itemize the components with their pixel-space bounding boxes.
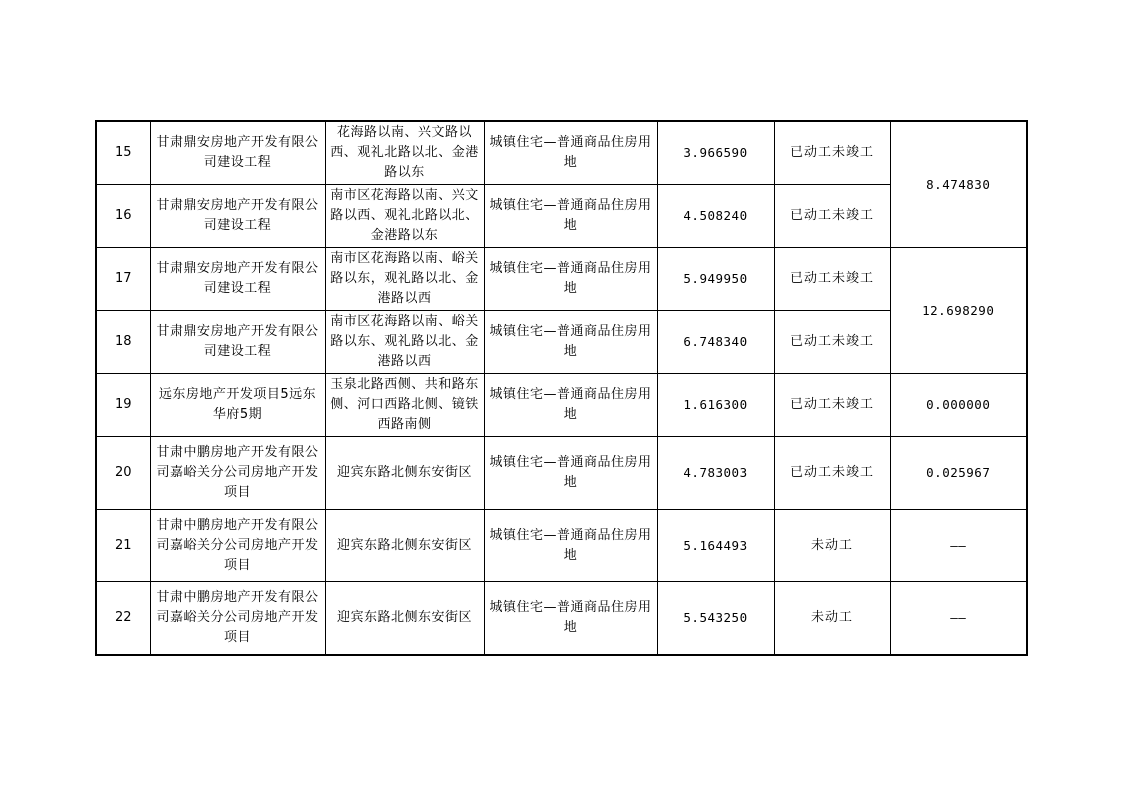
location: 花海路以南、兴文路以西、观礼北路以北、金港路以东 [325, 121, 484, 185]
area: 5.949950 [657, 248, 774, 311]
project-name: 甘肃鼎安房地产开发有限公司建设工程 [150, 248, 325, 311]
table-row [96, 121, 1027, 185]
land-use: 城镇住宅—普通商品住房用地 [484, 185, 657, 248]
merged-value: 8.474830 [890, 121, 1027, 248]
project-name: 甘肃鼎安房地产开发有限公司建设工程 [150, 121, 325, 185]
land-use: 城镇住宅—普通商品住房用地 [484, 374, 657, 437]
land-use: 城镇住宅—普通商品住房用地 [484, 437, 657, 510]
project-name: 远东房地产开发项目5远东华府5期 [150, 374, 325, 437]
area: 4.508240 [657, 185, 774, 248]
row-number: 20 [96, 437, 150, 510]
land-use: 城镇住宅—普通商品住房用地 [484, 582, 657, 655]
merged-value: —— [890, 582, 1027, 655]
land-use: 城镇住宅—普通商品住房用地 [484, 510, 657, 582]
merged-value: 12.698290 [890, 248, 1027, 374]
land-use: 城镇住宅—普通商品住房用地 [484, 248, 657, 311]
location: 迎宾东路北侧东安街区 [325, 582, 484, 655]
row-number: 22 [96, 582, 150, 655]
status: 已动工未竣工 [774, 374, 890, 437]
project-name: 甘肃中鹏房地产开发有限公司嘉峪关分公司房地产开发项目 [150, 582, 325, 655]
area: 4.783003 [657, 437, 774, 510]
table-row [96, 510, 1027, 582]
status: 已动工未竣工 [774, 437, 890, 510]
table-row [96, 311, 1027, 374]
land-use: 城镇住宅—普通商品住房用地 [484, 121, 657, 185]
project-name: 甘肃中鹏房地产开发有限公司嘉峪关分公司房地产开发项目 [150, 437, 325, 510]
status: 已动工未竣工 [774, 248, 890, 311]
row-number: 18 [96, 311, 150, 374]
location: 南市区花海路以南、峪关路以东、观礼路以北、金港路以西 [325, 311, 484, 374]
area: 3.966590 [657, 121, 774, 185]
location: 玉泉北路西侧、共和路东侧、河口西路北侧、镜铁西路南侧 [325, 374, 484, 437]
merged-value: 0.000000 [890, 374, 1027, 437]
area: 5.543250 [657, 582, 774, 655]
area: 6.748340 [657, 311, 774, 374]
area: 5.164493 [657, 510, 774, 582]
area: 1.616300 [657, 374, 774, 437]
status: 未动工 [774, 582, 890, 655]
table-row [96, 185, 1027, 248]
row-number: 15 [96, 121, 150, 185]
location: 迎宾东路北侧东安街区 [325, 510, 484, 582]
row-number: 16 [96, 185, 150, 248]
status: 未动工 [774, 510, 890, 582]
status: 已动工未竣工 [774, 185, 890, 248]
table-row [96, 582, 1027, 655]
location: 迎宾东路北侧东安街区 [325, 437, 484, 510]
project-name: 甘肃鼎安房地产开发有限公司建设工程 [150, 185, 325, 248]
land-use: 城镇住宅—普通商品住房用地 [484, 311, 657, 374]
land-supply-table [95, 120, 1028, 656]
location: 南市区花海路以南、兴文路以西、观礼北路以北、金港路以东 [325, 185, 484, 248]
status: 已动工未竣工 [774, 121, 890, 185]
row-number: 21 [96, 510, 150, 582]
row-number: 19 [96, 374, 150, 437]
status: 已动工未竣工 [774, 311, 890, 374]
row-number: 17 [96, 248, 150, 311]
location: 南市区花海路以南、峪关路以东，观礼路以北、金港路以西 [325, 248, 484, 311]
project-name: 甘肃中鹏房地产开发有限公司嘉峪关分公司房地产开发项目 [150, 510, 325, 582]
merged-value: 0.025967 [890, 437, 1027, 510]
project-name: 甘肃鼎安房地产开发有限公司建设工程 [150, 311, 325, 374]
table-row [96, 374, 1027, 437]
table-row [96, 248, 1027, 311]
merged-value: —— [890, 510, 1027, 582]
table-row [96, 437, 1027, 510]
